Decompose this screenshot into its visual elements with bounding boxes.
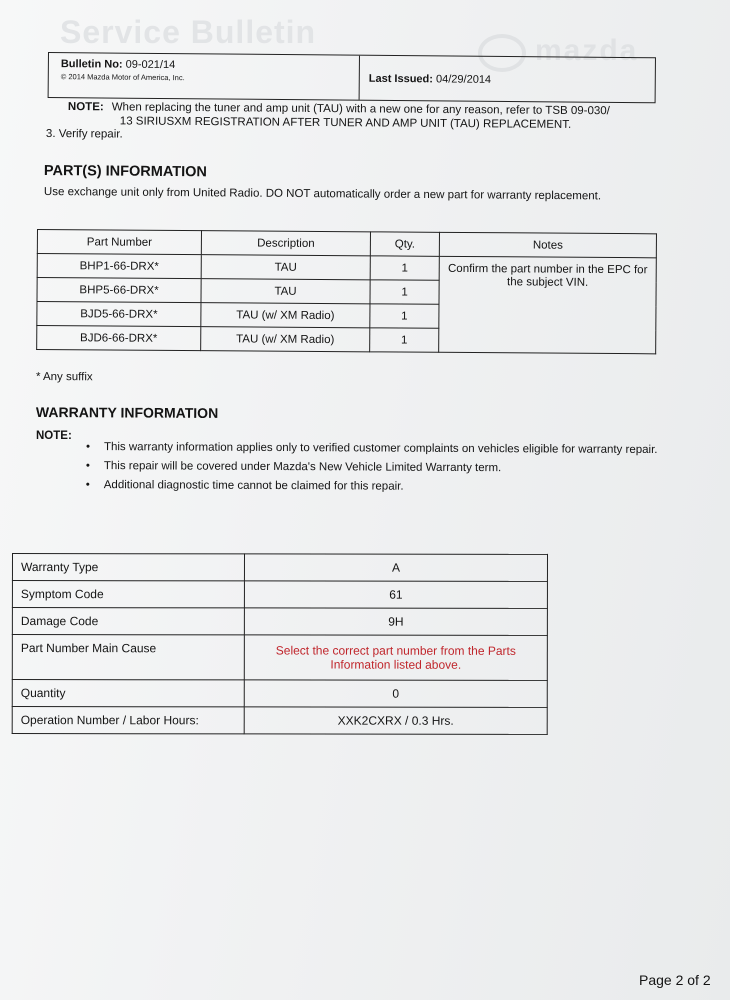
bulletin-number-label: Bulletin No:: [60, 58, 123, 71]
list-item: • Additional diagnostic time cannot be claimed for this repair.: [86, 478, 686, 495]
note-label: NOTE:: [67, 100, 104, 114]
col-qty: Qty.: [370, 232, 439, 256]
parts-intro: Use exchange unit only from United Radio. DO NOT automatically order a new part for warranty replacement.: [43, 186, 602, 203]
warranty-value: 9H: [244, 608, 547, 636]
bleed-through-title: Service Bulletin: [60, 14, 317, 50]
bulletin-header-box: [48, 52, 656, 103]
col-notes: Notes: [439, 232, 656, 258]
copyright: © 2014 Mazda Motor of America, Inc.: [60, 72, 185, 83]
verify-repair-step: 3. Verify repair.: [45, 128, 123, 141]
part-number-cell: BJD5-66-DRX*: [37, 302, 201, 327]
any-suffix-footnote: * Any suffix: [35, 371, 93, 384]
parts-table: [36, 229, 657, 354]
warranty-key: Symptom Code: [12, 581, 244, 608]
col-description: Description: [201, 231, 370, 256]
warranty-value: Select the correct part number from the Parts Information listed above.: [244, 635, 547, 681]
note-line-1: When replacing the tuner and amp unit (TAU) with a new one for any reason, refer to TSB 09-030/: [111, 101, 610, 118]
warranty-value: 61: [244, 581, 547, 609]
bulletin-header-left: [49, 53, 360, 100]
col-part-number: Part Number: [37, 230, 201, 255]
warranty-value: XXK2CXRX / 0.3 Hrs.: [244, 707, 547, 735]
table-row: [12, 581, 547, 609]
parts-heading: PART(S) INFORMATION: [43, 163, 207, 181]
last-issued: [369, 73, 491, 86]
warranty-value: 0: [244, 680, 547, 708]
table-row: [12, 707, 547, 735]
table-row: [12, 554, 547, 582]
warranty-key: Part Number Main Cause: [12, 635, 244, 680]
warranty-notes-list: [86, 440, 686, 500]
description-cell: TAU: [201, 279, 370, 304]
bulletin-number-value: 09-021/14: [125, 58, 176, 72]
part-number-cell: BJD6-66-DRX*: [37, 326, 201, 351]
note-line-2: 13 SIRIUSXM REGISTRATION AFTER TUNER AND AMP UNIT (TAU) REPLACEMENT.: [119, 115, 572, 131]
page-number: Page 2 of 2: [639, 972, 711, 988]
warranty-key: Operation Number / Labor Hours:: [12, 707, 244, 734]
warranty-table: [12, 553, 548, 735]
description-cell: TAU: [201, 255, 370, 280]
qty-cell: 1: [370, 256, 439, 280]
warranty-key: Warranty Type: [12, 554, 244, 581]
replacement-note: [68, 100, 678, 133]
description-cell: TAU (w/ XM Radio): [201, 303, 370, 328]
qty-cell: 1: [370, 304, 439, 328]
last-issued-value: 04/29/2014: [435, 73, 492, 86]
warranty-value: A: [244, 554, 547, 582]
warranty-key: Quantity: [12, 680, 244, 707]
qty-cell: 1: [370, 328, 439, 352]
qty-cell: 1: [370, 280, 439, 304]
table-row: [12, 635, 547, 681]
table-row: [12, 608, 547, 636]
part-number-cell: BHP1-66-DRX*: [37, 254, 201, 279]
warranty-heading: WARRANTY INFORMATION: [35, 404, 219, 421]
list-item: • This repair will be covered under Mazda's New Vehicle Limited Warranty term.: [86, 459, 686, 476]
bulletin-number: [61, 58, 175, 71]
table-row: [12, 680, 547, 708]
warranty-key: Damage Code: [12, 608, 244, 635]
notes-cell: Confirm the part number in the EPC for the subject VIN.: [439, 256, 657, 354]
list-item: • This warranty information applies only to verified customer complaints on vehicles eligible for warranty repair.: [86, 440, 686, 457]
description-cell: TAU (w/ XM Radio): [201, 327, 370, 352]
last-issued-label: Last Issued:: [368, 72, 434, 86]
part-number-cell: BHP5-66-DRX*: [37, 278, 201, 303]
warranty-note-label: NOTE:: [36, 430, 72, 442]
bleed-through-brand: mazda: [535, 34, 639, 67]
